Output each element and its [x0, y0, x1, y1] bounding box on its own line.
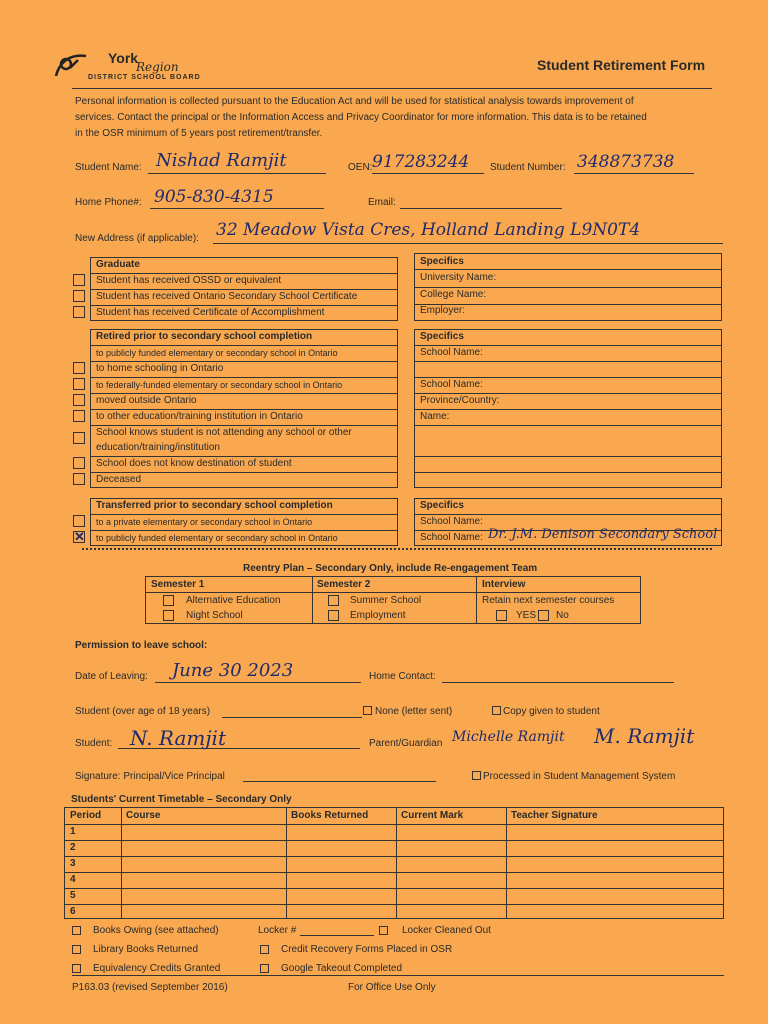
transferred-school-name-field[interactable]: Dr. J.M. Denison Secondary School	[488, 527, 718, 542]
interview-no-label: No	[556, 610, 569, 621]
header-divider	[72, 88, 712, 89]
retired-checkbox-6[interactable]	[73, 457, 85, 469]
intro-line-2: services. Contact the principal or the Information Access and Privacy Coordinator for more information. This data is to be retained	[75, 112, 647, 123]
interview-text: Retain next semester courses	[482, 595, 615, 606]
date-of-leaving-field[interactable]: June 30 2023	[172, 660, 294, 681]
credit-recovery-checkbox[interactable]	[260, 945, 269, 954]
timetable-period-1: 1	[70, 826, 76, 837]
summer-school-checkbox[interactable]	[328, 595, 339, 606]
student-number-line	[574, 173, 694, 174]
logo-icon	[52, 50, 92, 82]
processed-label: Processed in Student Management System	[483, 771, 676, 782]
retired-item-5a: School knows student is not attending any school or other	[96, 427, 352, 438]
transferred-school-name-label-2: School Name:	[420, 532, 483, 543]
timetable-table	[64, 807, 724, 919]
timetable-period-6: 6	[70, 906, 76, 917]
student-name-label: Student Name:	[75, 162, 142, 173]
intro-line-1: Personal information is collected pursuant to the Education Act and will be used for statistical analysis towards improvement of	[75, 96, 634, 107]
night-school-checkbox[interactable]	[163, 610, 174, 621]
student-age-line	[222, 717, 362, 718]
retired-checkbox-3[interactable]	[73, 394, 85, 406]
student-name-line	[148, 173, 326, 174]
copy-given-checkbox[interactable]	[492, 706, 501, 715]
oen-line	[372, 173, 484, 174]
student-signature[interactable]: N. Ramjit	[130, 726, 226, 750]
semester-2-heading: Semester 2	[317, 579, 371, 590]
address-field[interactable]: 32 Meadow Vista Cres, Holland Landing L9N0T4	[216, 220, 641, 240]
credit-recovery-label: Credit Recovery Forms Placed in OSR	[281, 944, 453, 955]
timetable-period-2: 2	[70, 842, 76, 853]
retired-checkbox-5[interactable]	[73, 432, 85, 444]
books-owing-label: Books Owing (see attached)	[93, 925, 219, 936]
oen-label: OEN:	[348, 162, 373, 173]
university-name-label: University Name:	[420, 272, 497, 283]
email-label: Email:	[368, 197, 396, 208]
retired-heading: Retired prior to secondary school completion	[96, 331, 313, 342]
semester-1-heading: Semester 1	[151, 579, 205, 590]
graduate-checkbox-2[interactable]	[73, 290, 85, 302]
student-name-field[interactable]: Nishad Ramjit	[156, 150, 287, 171]
timetable-header-course: Course	[126, 810, 161, 821]
retired-school-name-label: School Name:	[420, 347, 483, 358]
transferred-specifics-heading: Specifics	[420, 500, 464, 511]
institution-name-label: Name:	[420, 411, 450, 422]
parent-guardian-name[interactable]: Michelle Ramjit	[452, 729, 565, 745]
office-divider	[72, 975, 724, 976]
parent-guardian-label: Parent/Guardian	[369, 738, 443, 749]
graduate-item-2: Student has received Ontario Secondary School Certificate	[96, 291, 358, 302]
retired-checkbox-4[interactable]	[73, 410, 85, 422]
summer-school-label: Summer School	[350, 595, 422, 606]
retired-item-1: to home schooling in Ontario	[96, 363, 224, 374]
interview-no-checkbox[interactable]	[538, 610, 549, 621]
employment-checkbox[interactable]	[328, 610, 339, 621]
retired-item-6: School does not know destination of student	[96, 458, 292, 469]
timetable-period-4: 4	[70, 874, 76, 885]
graduate-heading: Graduate	[96, 259, 140, 270]
home-contact-label: Home Contact:	[369, 671, 436, 682]
form-code: P163.03 (revised September 2016)	[72, 982, 228, 993]
student-age-label: Student (over age of 18 years)	[75, 706, 211, 717]
intro-line-3: in the OSR minimum of 5 years post retirement/transfer.	[75, 128, 323, 139]
library-books-checkbox[interactable]	[72, 945, 81, 954]
alt-education-checkbox[interactable]	[163, 595, 174, 606]
logo-board: DISTRICT SCHOOL BOARD	[88, 74, 201, 81]
google-takeout-label: Google Takeout Completed	[281, 963, 403, 974]
oen-field[interactable]: 917283244	[372, 152, 470, 172]
transferred-school-name-label-1: School Name:	[420, 516, 483, 527]
timetable-period-5: 5	[70, 890, 76, 901]
none-letter-label: None (letter sent)	[375, 706, 453, 717]
graduate-checkbox-3[interactable]	[73, 306, 85, 318]
timetable-header-books: Books Returned	[291, 810, 369, 821]
parent-guardian-signature[interactable]: M. Ramjit	[594, 724, 695, 748]
graduate-specifics-heading: Specifics	[420, 256, 464, 267]
locker-label: Locker #	[258, 925, 297, 936]
date-of-leaving-label: Date of Leaving:	[75, 671, 148, 682]
transferred-checkbox-2[interactable]: ✕	[74, 529, 85, 544]
principal-signature-line[interactable]	[243, 781, 436, 782]
retired-checkbox-2[interactable]	[73, 378, 85, 390]
locker-line[interactable]	[300, 935, 374, 936]
graduate-item-3: Student has received Certificate of Accomplishment	[96, 307, 325, 318]
night-school-label: Night School	[186, 610, 243, 621]
college-name-label: College Name:	[420, 289, 487, 300]
processed-checkbox[interactable]	[472, 771, 481, 780]
home-phone-field[interactable]: 905-830-4315	[154, 187, 274, 207]
email-line[interactable]	[400, 208, 562, 209]
timetable-title: Students' Current Timetable – Secondary Only	[71, 794, 292, 805]
timetable-header-period: Period	[70, 810, 102, 821]
principal-signature-label: Signature: Principal/Vice Principal	[75, 771, 225, 782]
equivalency-checkbox[interactable]	[72, 964, 81, 973]
interview-yes-label: YES	[516, 610, 537, 621]
retired-school-name-label-2: School Name:	[420, 379, 483, 390]
locker-cleaned-label: Locker Cleaned Out	[402, 925, 491, 936]
address-line	[213, 243, 723, 244]
retired-item-5b: education/training/institution	[96, 442, 220, 453]
transferred-checkbox-1[interactable]	[73, 515, 85, 527]
retired-item-7: Deceased	[96, 474, 142, 485]
copy-given-label: Copy given to student	[503, 706, 600, 717]
student-number-label: Student Number:	[490, 162, 566, 173]
interview-heading: Interview	[482, 579, 526, 590]
form-title: Student Retirement Form	[537, 57, 706, 73]
student-number-field[interactable]: 348873738	[577, 152, 675, 172]
permission-title: Permission to leave school:	[75, 640, 208, 651]
retired-item-2: to federally-funded elementary or secondary school in Ontario	[96, 380, 343, 390]
logo-region: Region	[136, 60, 179, 74]
books-owing-checkbox[interactable]	[72, 926, 81, 935]
equivalency-label: Equivalency Credits Granted	[93, 963, 221, 974]
google-takeout-checkbox[interactable]	[260, 964, 269, 973]
retired-item-3: moved outside Ontario	[96, 395, 197, 406]
logo-york: York	[108, 50, 139, 66]
graduate-item-1: Student has received OSSD or equivalent	[96, 275, 282, 286]
locker-cleaned-checkbox[interactable]	[379, 926, 388, 935]
none-letter-checkbox[interactable]	[363, 706, 372, 715]
retired-checkbox-1[interactable]	[73, 362, 85, 374]
office-use-only: For Office Use Only	[348, 982, 436, 993]
employment-label: Employment	[350, 610, 406, 621]
date-of-leaving-line	[155, 682, 361, 683]
section-divider-stars	[82, 548, 712, 554]
timetable-period-3: 3	[70, 858, 76, 869]
home-phone-label: Home Phone#:	[75, 197, 142, 208]
retired-item-4: to other education/training institution in Ontario	[96, 411, 303, 422]
transferred-heading: Transferred prior to secondary school completion	[96, 500, 333, 511]
interview-yes-checkbox[interactable]	[496, 610, 507, 621]
timetable-header-teacher: Teacher Signature	[511, 810, 598, 821]
library-books-label: Library Books Returned	[93, 944, 199, 955]
graduate-checkbox-1[interactable]	[73, 274, 85, 286]
employer-label: Employer:	[420, 305, 466, 316]
student-signature-label: Student:	[75, 738, 113, 749]
timetable-header-mark: Current Mark	[401, 810, 464, 821]
transferred-item-1: to a private elementary or secondary school in Ontario	[96, 517, 313, 527]
alt-education-label: Alternative Education	[186, 595, 281, 606]
logo	[52, 50, 202, 84]
home-contact-line[interactable]	[442, 682, 674, 683]
retired-checkbox-7[interactable]	[73, 473, 85, 485]
retired-subheading: to publicly funded elementary or secondary school in Ontario	[96, 348, 338, 358]
province-country-label: Province/Country:	[420, 395, 500, 406]
address-label: New Address (if applicable):	[75, 233, 199, 244]
home-phone-line	[150, 208, 324, 209]
reentry-title: Reentry Plan – Secondary Only, include Re-engagement Team	[243, 563, 538, 574]
transferred-item-2: to publicly funded elementary or secondary school in Ontario	[96, 533, 338, 543]
retired-specifics-heading: Specifics	[420, 331, 464, 342]
